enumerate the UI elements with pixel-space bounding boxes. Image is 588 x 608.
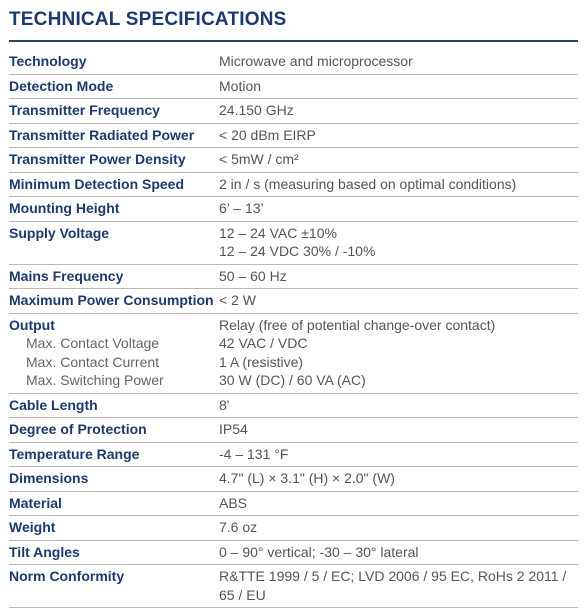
spec-row bbox=[9, 418, 578, 443]
title-divider bbox=[9, 40, 578, 42]
spec-value: Microwave and microprocessor bbox=[219, 53, 413, 69]
spec-value: R&TTE 1999 / 5 / EC; LVD 2006 / 95 EC, RoHs 2 2011 / bbox=[219, 568, 567, 584]
spec-subvalue: 1 A (resistive) bbox=[219, 353, 304, 370]
spec-row bbox=[9, 394, 578, 419]
spec-value: -4 – 131 °F bbox=[219, 445, 289, 462]
spec-label-cell bbox=[9, 291, 219, 310]
spec-value-cell bbox=[219, 316, 578, 390]
spec-value: Motion bbox=[219, 77, 262, 94]
spec-value: ABS bbox=[219, 494, 248, 511]
spec-subvalue: 30 W (DC) / 60 VA (AC) bbox=[219, 372, 366, 388]
spec-label-cell bbox=[9, 224, 219, 261]
spec-value-cell bbox=[219, 101, 578, 120]
spec-value-cell bbox=[219, 199, 578, 218]
spec-value-cell bbox=[219, 567, 578, 604]
spec-value-cell bbox=[219, 494, 578, 513]
spec-label: Material bbox=[9, 494, 62, 511]
spec-value-cell bbox=[219, 150, 578, 169]
spec-row bbox=[9, 314, 578, 394]
spec-table bbox=[9, 50, 578, 608]
spec-label-cell bbox=[9, 567, 219, 604]
spec-value-cell bbox=[219, 224, 578, 261]
spec-row bbox=[9, 197, 578, 222]
spec-label-cell bbox=[9, 518, 219, 537]
spec-value-cell bbox=[219, 175, 578, 194]
spec-row bbox=[9, 289, 578, 314]
spec-value-cell bbox=[219, 77, 578, 96]
spec-row bbox=[9, 50, 578, 75]
spec-sublabel: Max. Contact Current bbox=[26, 353, 160, 370]
spec-label: Cable Length bbox=[9, 396, 98, 413]
page-title: TECHNICAL SPECIFICATIONS bbox=[9, 9, 287, 30]
spec-label: Weight bbox=[9, 519, 56, 535]
spec-label: Technology bbox=[9, 53, 87, 69]
spec-value: 12 – 24 VDC 30% / -10% bbox=[219, 243, 376, 259]
spec-label-cell bbox=[9, 316, 219, 390]
spec-label-cell bbox=[9, 199, 219, 218]
spec-value: 6’ – 13’ bbox=[219, 200, 264, 216]
spec-value-cell bbox=[219, 445, 578, 464]
spec-value: 4.7" (L) × 3.1" (H) × 2.0" (W) bbox=[219, 470, 395, 486]
spec-value-cell bbox=[219, 52, 578, 71]
spec-row bbox=[9, 124, 578, 149]
spec-value: 8' bbox=[219, 396, 230, 413]
spec-label-cell bbox=[9, 150, 219, 169]
spec-label: Norm Conformity bbox=[9, 568, 125, 584]
spec-label-cell bbox=[9, 543, 219, 562]
spec-label-cell bbox=[9, 396, 219, 415]
spec-label: Degree of Protection bbox=[9, 421, 147, 437]
spec-row bbox=[9, 75, 578, 100]
spec-row bbox=[9, 492, 578, 517]
spec-value-cell bbox=[219, 518, 578, 537]
spec-label: Transmitter Radiated Power bbox=[9, 126, 195, 143]
spec-label: Mains Frequency bbox=[9, 267, 124, 284]
spec-value: < 2 W bbox=[219, 292, 256, 308]
spec-label: Dimensions bbox=[9, 470, 89, 486]
spec-value: 24.150 GHz bbox=[219, 102, 294, 118]
spec-label: Mounting Height bbox=[9, 200, 120, 216]
spec-label-cell bbox=[9, 52, 219, 71]
spec-value-cell bbox=[219, 126, 578, 145]
spec-label: Tilt Angles bbox=[9, 543, 80, 560]
spec-value: 50 – 60 Hz bbox=[219, 267, 287, 284]
spec-value: 65 / EU bbox=[219, 586, 266, 603]
spec-label-cell bbox=[9, 267, 219, 286]
spec-value: 12 – 24 VAC ±10% bbox=[219, 224, 337, 241]
spec-sublabel: Max. Switching Power bbox=[26, 372, 164, 388]
spec-label-cell bbox=[9, 494, 219, 513]
spec-value-cell bbox=[219, 469, 578, 488]
spec-label: Output bbox=[9, 316, 55, 333]
spec-value-cell bbox=[219, 396, 578, 415]
spec-value: < 20 dBm EIRP bbox=[219, 126, 316, 143]
spec-row bbox=[9, 541, 578, 566]
spec-row bbox=[9, 99, 578, 124]
spec-label-cell bbox=[9, 469, 219, 488]
spec-value: Relay (free of potential change-over contact) bbox=[219, 316, 496, 333]
spec-value: 7.6 oz bbox=[219, 519, 258, 535]
spec-row bbox=[9, 222, 578, 265]
spec-label-cell bbox=[9, 101, 219, 120]
spec-label-cell bbox=[9, 445, 219, 464]
spec-label: Temperature Range bbox=[9, 445, 140, 462]
spec-value: IP54 bbox=[219, 421, 248, 437]
spec-label: Maximum Power Consumption bbox=[9, 292, 214, 308]
spec-value-cell bbox=[219, 267, 578, 286]
spec-label: Supply Voltage bbox=[9, 224, 110, 241]
spec-value-cell bbox=[219, 291, 578, 310]
spec-label: Transmitter Frequency bbox=[9, 102, 160, 118]
spec-sublabel: Max. Contact Voltage bbox=[26, 335, 160, 351]
spec-value: < 5mW / cm² bbox=[219, 151, 299, 167]
spec-row bbox=[9, 173, 578, 198]
spec-row bbox=[9, 265, 578, 290]
spec-label-cell bbox=[9, 77, 219, 96]
spec-value-cell bbox=[219, 543, 578, 562]
spec-row bbox=[9, 148, 578, 173]
spec-value: 2 in / s (measuring based on optimal conditions) bbox=[219, 175, 517, 192]
spec-label: Transmitter Power Density bbox=[9, 151, 186, 167]
spec-value-cell bbox=[219, 420, 578, 439]
spec-value: 0 – 90° vertical; -30 – 30° lateral bbox=[219, 543, 419, 560]
spec-label-cell bbox=[9, 175, 219, 194]
spec-label-cell bbox=[9, 420, 219, 439]
spec-row bbox=[9, 443, 578, 468]
spec-row bbox=[9, 467, 578, 492]
spec-subvalue: 42 VAC / VDC bbox=[219, 335, 308, 351]
spec-label-cell bbox=[9, 126, 219, 145]
spec-row bbox=[9, 516, 578, 541]
spec-label: Detection Mode bbox=[9, 77, 114, 94]
spec-label: Minimum Detection Speed bbox=[9, 175, 185, 192]
